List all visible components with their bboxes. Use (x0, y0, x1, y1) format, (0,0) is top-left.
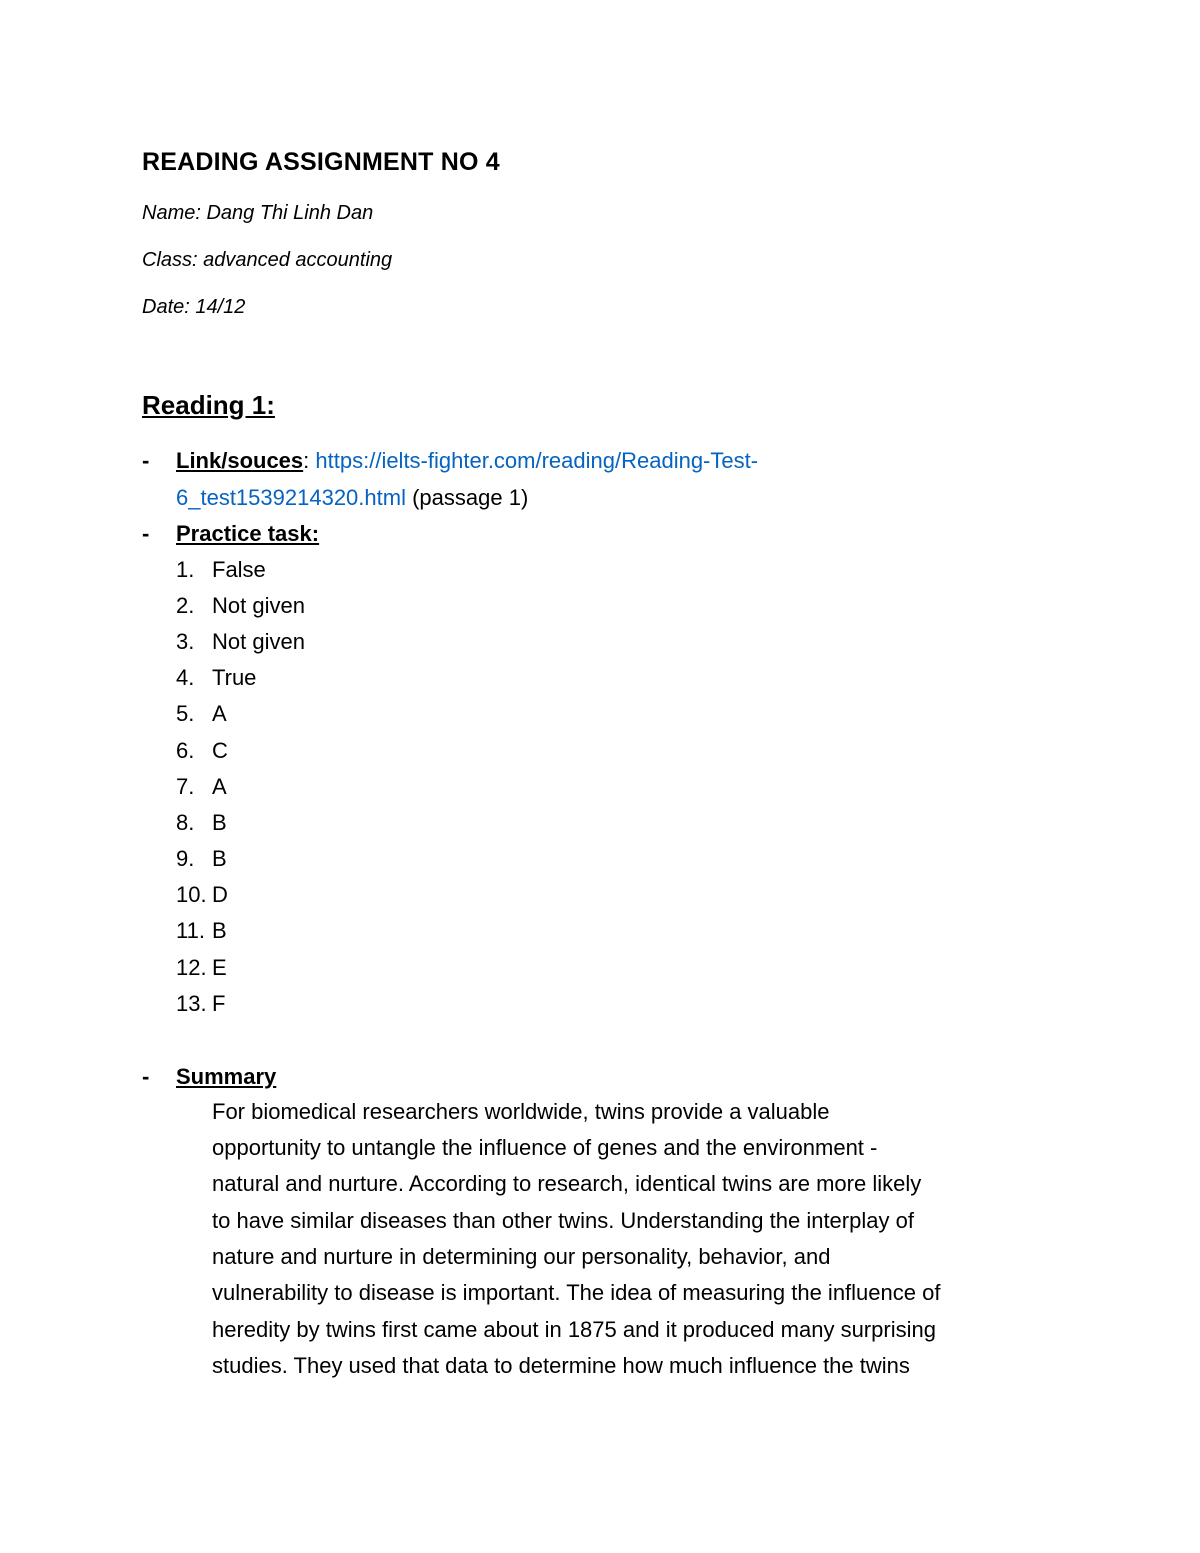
answer-number: 9. (176, 846, 195, 871)
assignment-date: Date: 14/12 (142, 296, 246, 318)
practice-task-label: Practice task: (176, 521, 320, 546)
answer-value: B (212, 810, 227, 835)
passage-note: (passage 1) (412, 485, 529, 510)
answer-number: 1. (176, 557, 195, 582)
student-class: Class: advanced accounting (142, 249, 393, 271)
answer-number: 3. (176, 629, 195, 654)
summary-label: Summary (176, 1064, 277, 1089)
bullet-dash: - (142, 1064, 150, 1089)
link-label: Link/souces (176, 448, 304, 473)
summary-text-line: opportunity to untangle the influence of genes and the environment - (212, 1135, 878, 1160)
answer-value: F (212, 991, 226, 1016)
summary-text-line: heredity by twins first came about in 1875 and it produced many surprising (212, 1317, 936, 1342)
answer-value: D (212, 882, 228, 907)
answer-number: 13. (176, 991, 207, 1016)
answer-number: 10. (176, 882, 207, 907)
answer-number: 8. (176, 810, 195, 835)
answer-value: A (212, 774, 227, 799)
answer-number: 4. (176, 665, 195, 690)
answer-value: E (212, 955, 227, 980)
summary-text-line: studies. They used that data to determine how much influence the twins (212, 1353, 910, 1378)
bullet-dash: - (142, 448, 150, 473)
link-line-2 (176, 485, 528, 511)
answer-value: C (212, 738, 228, 763)
answer-number: 5. (176, 701, 195, 726)
link-colon: : (303, 448, 310, 473)
answer-number: 7. (176, 774, 195, 799)
student-name: Name: Dang Thi Linh Dan (142, 202, 374, 224)
bullet-dash: - (142, 521, 150, 546)
answer-value: Not given (212, 593, 305, 618)
answer-number: 2. (176, 593, 195, 618)
answer-value: True (212, 665, 257, 690)
link-line (176, 448, 758, 474)
document-title: READING ASSIGNMENT NO 4 (142, 148, 500, 176)
reading-1-heading: Reading 1: (142, 390, 275, 420)
answer-number: 12. (176, 955, 207, 980)
summary-text-line: to have similar diseases than other twins. Understanding the interplay of (212, 1208, 914, 1233)
summary-text-line: natural and nurture. According to research, identical twins are more likely (212, 1171, 922, 1196)
answer-value: A (212, 701, 227, 726)
answer-value: Not given (212, 629, 305, 654)
source-link-continued[interactable]: 6_test1539214320.html (176, 485, 406, 510)
summary-text-line: For biomedical researchers worldwide, twins provide a valuable (212, 1099, 830, 1124)
answer-number: 6. (176, 738, 195, 763)
answer-value: B (212, 846, 227, 871)
answer-value: False (212, 557, 266, 582)
summary-text-line: nature and nurture in determining our personality, behavior, and (212, 1244, 831, 1269)
summary-text-line: vulnerability to disease is important. The idea of measuring the influence of (212, 1280, 941, 1305)
answer-number: 11. (176, 918, 205, 943)
answer-value: B (212, 918, 227, 943)
source-link[interactable]: https://ielts-fighter.com/reading/Reading-Test- (315, 448, 759, 473)
